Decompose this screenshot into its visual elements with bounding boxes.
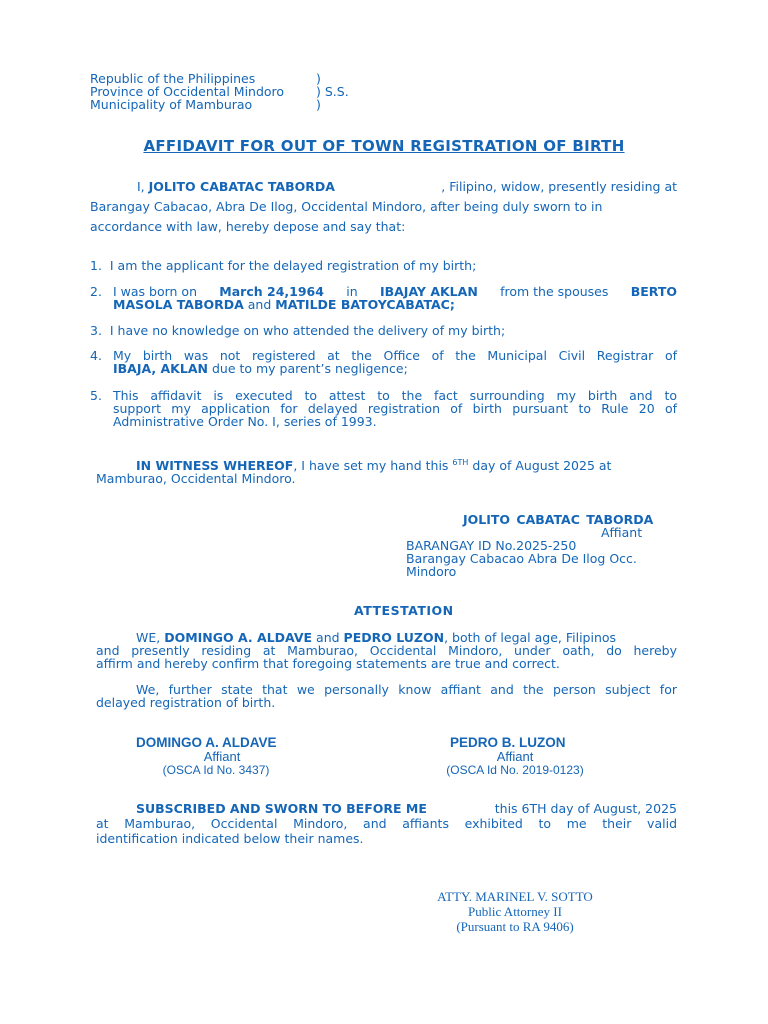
subscribed-line-1: SUBSCRIBED AND SWORN TO BEFORE ME this 6TH day of August, 2025 xyxy=(136,801,677,816)
signatory-1-id: (OSCA Id No. 3437) xyxy=(162,763,270,777)
header-province: Province of Occidental Mindoro xyxy=(90,84,285,99)
intro-line-3: accordance with law, hereby depose and say that: xyxy=(90,219,406,234)
item-5-line-2: support my application for delayed registration of birth pursuant to Rule 20 of xyxy=(113,401,677,416)
notary-name: ATTY. MARINEL V. SOTTO xyxy=(437,889,593,904)
signatory-2-id: (OSCA Id No. 2019-0123) xyxy=(446,763,584,777)
header-paren-1: ) xyxy=(316,71,321,86)
header-ss: ) S.S. xyxy=(316,84,349,99)
list-item: 3. I have no knowledge on who attended the delivery of my birth; xyxy=(90,323,506,338)
intro-line-1: I, JOLITO CABATAC TABORDA , Filipino, widow, presently residing at xyxy=(137,179,677,194)
signatory-2-role: Affiant xyxy=(496,749,534,764)
affiant-name-intro: JOLITO CABATAC TABORDA xyxy=(148,179,335,194)
signatory-1-role: Affiant xyxy=(203,749,241,764)
barangay-id: BARANGAY ID No.2025-250 xyxy=(406,538,577,553)
signatory-1-name: DOMINGO A. ALDAVE xyxy=(136,735,277,750)
document-title: AFFIDAVIT FOR OUT OF TOWN REGISTRATION OF BIRTH xyxy=(143,137,625,155)
item-2-line-2: MASOLA TABORDA and MATILDE BATOYCABATAC; xyxy=(113,297,455,312)
signatory-2-name: PEDRO B. LUZON xyxy=(450,735,566,750)
header-municipality: Municipality of Mamburao xyxy=(90,97,253,112)
affiant-address-1: Barangay Cabacao Abra De Ilog Occ. xyxy=(406,551,637,566)
attestation-heading: ATTESTATION xyxy=(354,603,454,618)
intro-line-2: Barangay Cabacao, Abra De Ilog, Occidental Mindoro, after being duly sworn to in xyxy=(90,199,603,214)
item-5-line-3: Administrative Order No. I, series of 1993. xyxy=(113,414,377,429)
item-4-line-1: My birth was not registered at the Office of the Municipal Civil Registrar of xyxy=(113,348,677,363)
notary-title: Public Attorney II xyxy=(468,904,562,919)
affiant-role: Affiant xyxy=(601,525,643,540)
list-item: 4. xyxy=(90,348,102,363)
attestation-line-1: WE, DOMINGO A. ALDAVE and PEDRO LUZON, both of legal age, Filipinos xyxy=(136,630,617,645)
subscribed-line-3: identification indicated below their names. xyxy=(96,831,364,846)
notary-note: (Pursuant to RA 9406) xyxy=(456,919,574,934)
item-2-line-1: I was born on March 24,1964 in IBAJAY AKLAN from the spouses BERTO xyxy=(113,284,677,299)
witness-line-2: Mamburao, Occidental Mindoro. xyxy=(96,471,296,486)
witness-line-1: IN WITNESS WHEREOF, I have set my hand this $^{6TH}$ day of August 2025 at xyxy=(136,458,612,473)
affiant-signature-name: JOLITO CABATAC TABORDA xyxy=(463,512,654,527)
subscribed-line-2: at Mamburao, Occidental Mindoro, and affiants exhibited to me their valid xyxy=(96,816,677,831)
item-5-line-1: This affidavit is executed to attest to the fact surrounding my birth and to xyxy=(113,388,677,403)
list-item: 5. xyxy=(90,388,102,403)
list-item: 2. xyxy=(90,284,102,299)
list-item: 1. I am the applicant for the delayed registration of my birth; xyxy=(90,258,477,273)
affiant-address-2: Mindoro xyxy=(406,564,457,579)
header-republic: Republic of the Philippines xyxy=(90,71,256,86)
attestation-p2-line-2: delayed registration of birth. xyxy=(96,695,276,710)
attestation-line-3: affirm and hereby confirm that foregoing statements are true and correct. xyxy=(96,656,560,671)
header-paren-3: ) xyxy=(316,97,321,112)
item-4-line-2: IBAJA, AKLAN due to my parent’s negligence; xyxy=(113,361,408,376)
attestation-p2-line-1: We, further state that we personally know affiant and the person subject for xyxy=(136,682,677,697)
attestation-line-2: and presently residing at Mamburao, Occidental Mindoro, under oath, do hereby xyxy=(96,643,677,658)
